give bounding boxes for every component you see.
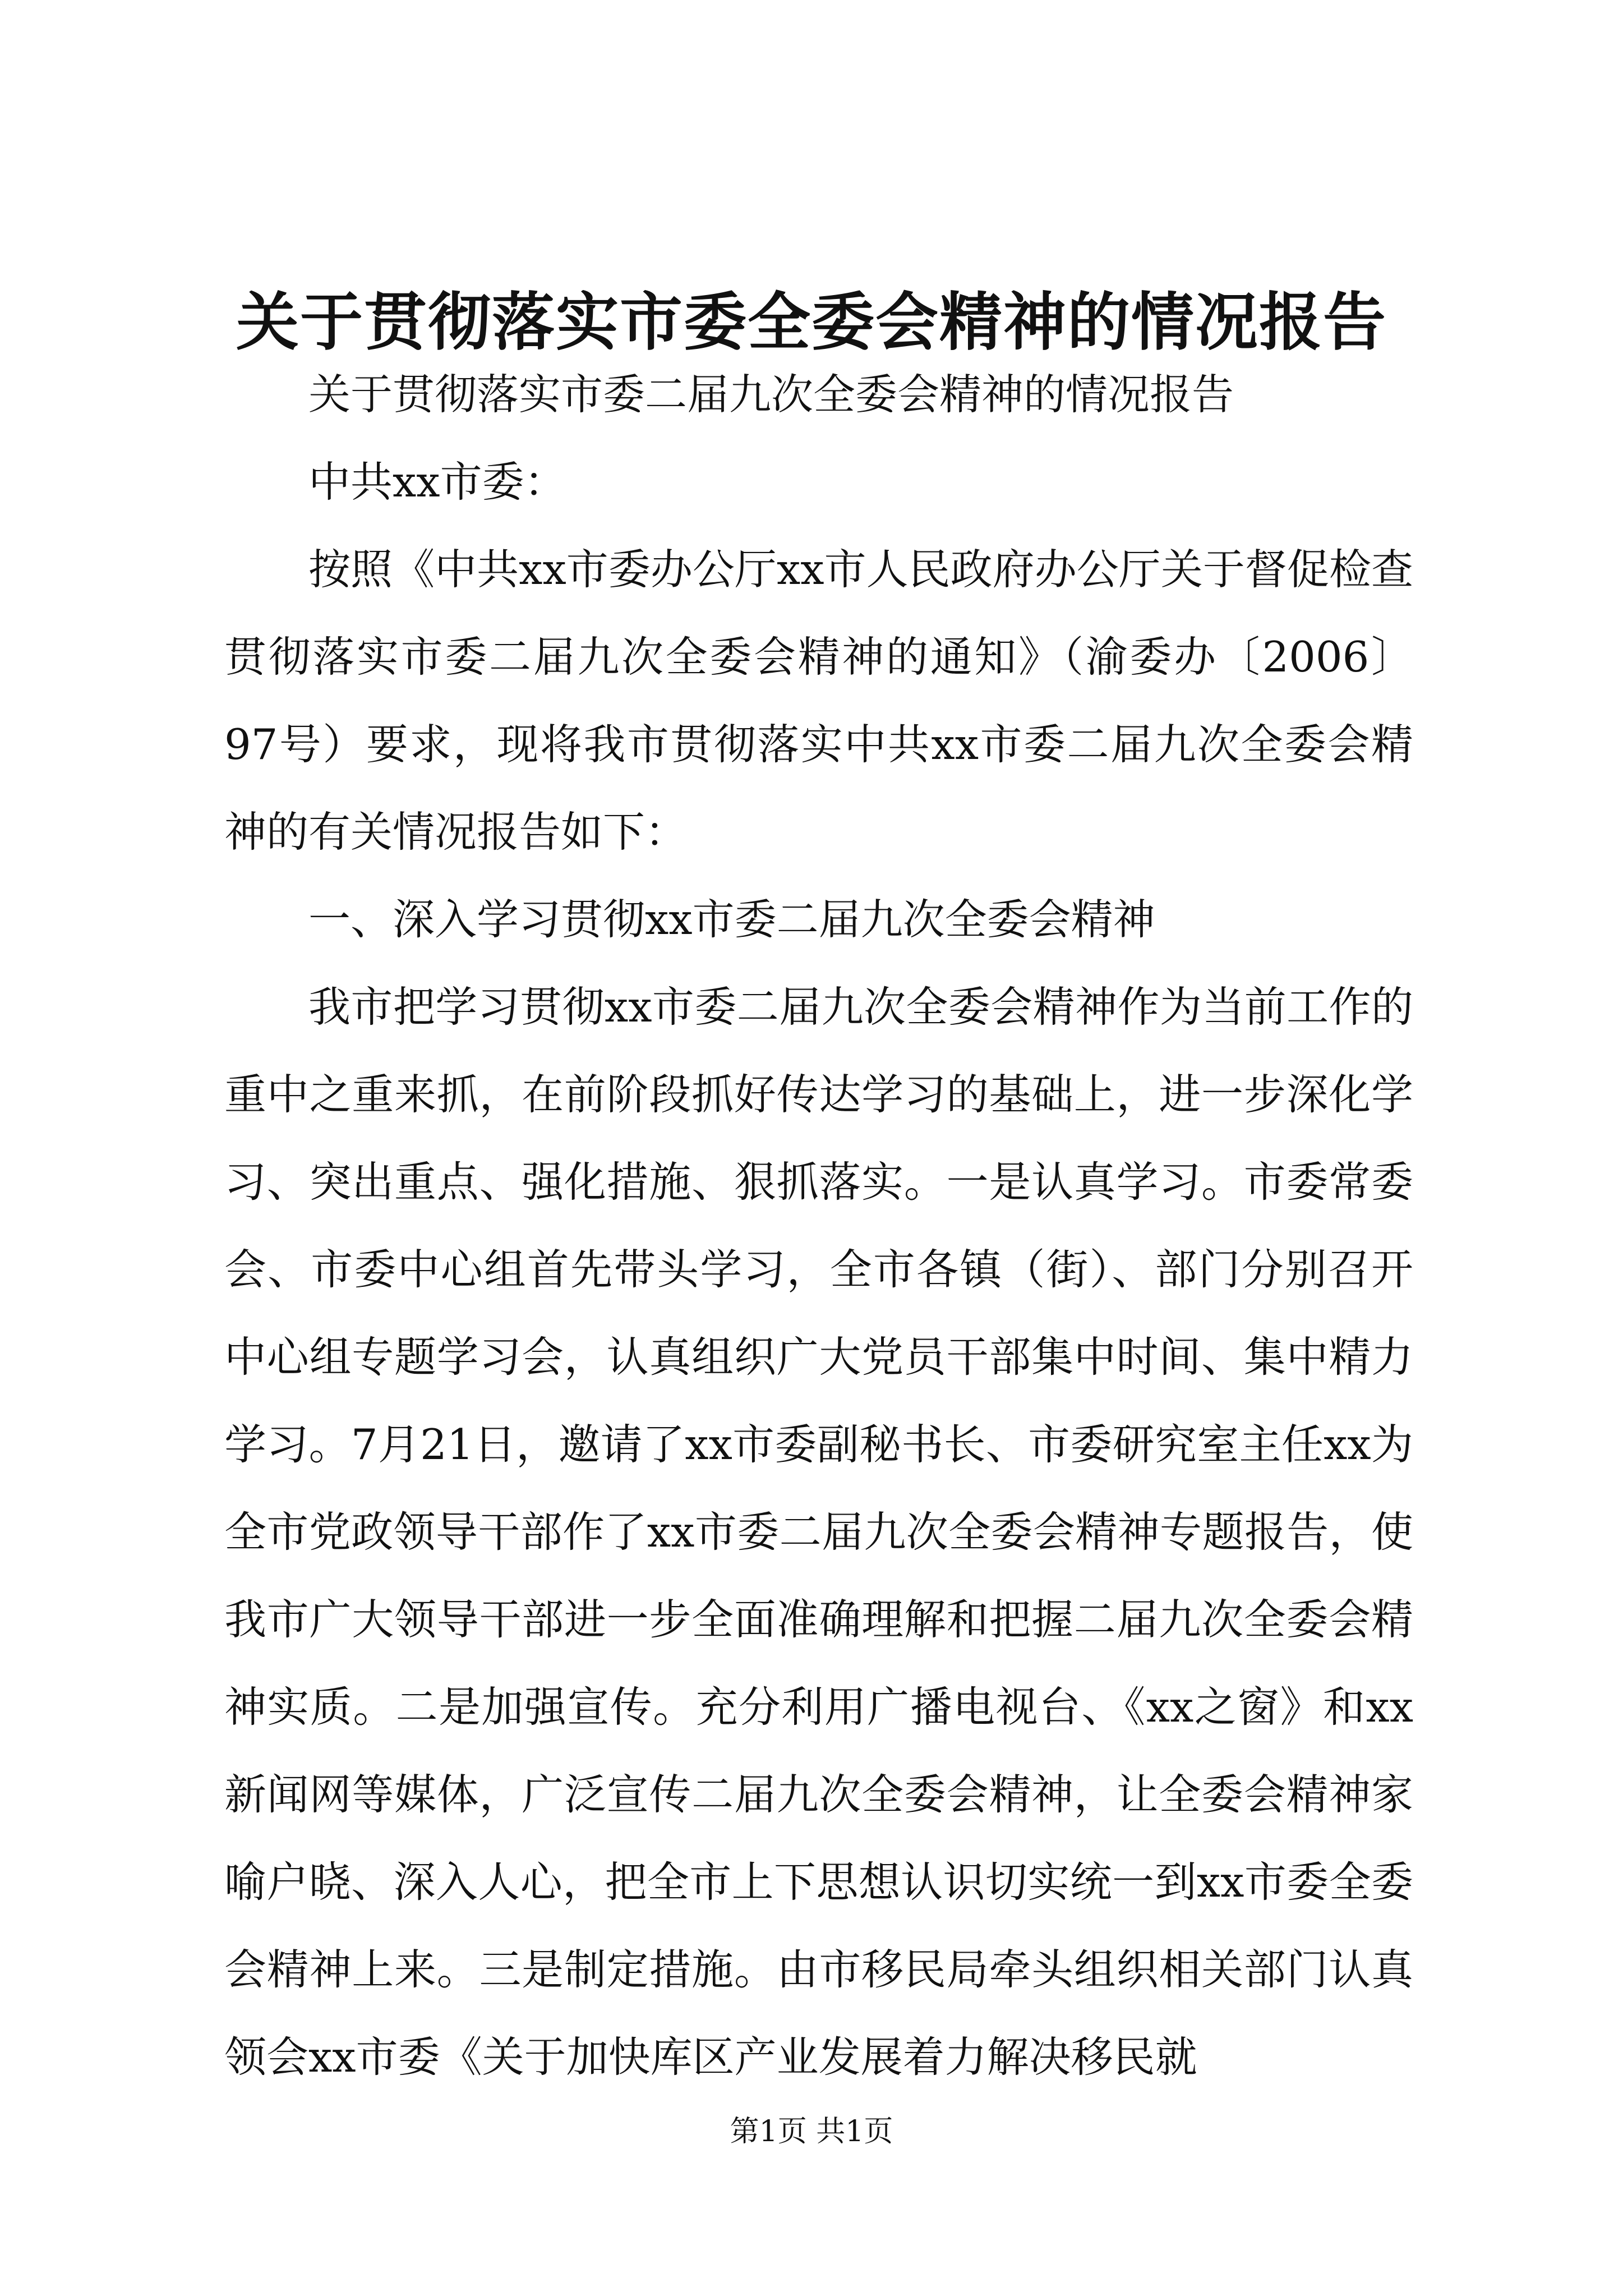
paragraph-section-body: 我市把学习贯彻xx市委二届九次全委会精神作为当前工作的重中之重来抓，在前阶段抓好传达学习的基础上，进一步深化学习、突出重点、强化措施、狠抓落实。一是认真学习。市委常委会、市委中心组首先带头学习，全市各镇（街）、部门分别召开中心组专题学习会，认真组织广大党员干部集中时间、集中精力学习。7月21日，邀请了xx市委副秘书长、市委研究室主任xx为全市党政领导干部作了xx市委二届九次全委会精神专题报告，使我市广大领导干部进一步全面准确理解和把握二届九次全委会精神实质。二是加强宣传。充分利用广播电视台、《xx之窗》和xx新闻网等媒体，广泛宣传二届九次全委会精神，让全委会精神家喻户晓、深入人心，把全市上下思想认识切实统一到xx市委全委会精神上来。三是制定措施。由市移民局牵头组织相关部门认真领会xx市委《关于加快库区产业发展着力解决移民就 bbox=[224, 982, 1413, 2082]
paragraph-subtitle: 关于贯彻落实市委二届九次全委会精神的情况报告 bbox=[308, 370, 1234, 419]
paragraph-salutation: 中共xx市委： bbox=[308, 457, 566, 507]
page-footer: 第1页 共1页 bbox=[730, 2115, 893, 2148]
paragraph-section-heading: 一、深入学习贯彻xx市委二届九次全委会精神 bbox=[308, 895, 1155, 944]
document-title: 关于贯彻落实市委全委会精神的情况报告 bbox=[236, 286, 1387, 359]
paragraph-intro: 按照《中共xx市委办公厅xx市人民政府办公厅关于督促检查贯彻落实市委二届九次全委会精神的通知》（渝委办〔2006〕97号）要求，现将我市贯彻落实中共xx市委二届九次全委会精神的有关情况报告如下： bbox=[224, 545, 1413, 857]
document-body bbox=[224, 351, 1413, 2101]
